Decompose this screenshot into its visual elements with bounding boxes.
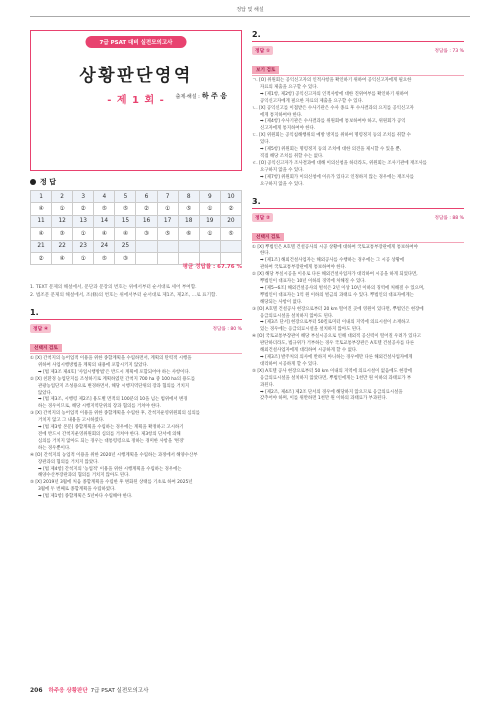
q2-rate: 정답률 : 73 % xyxy=(434,49,464,54)
author-name: 하 주 응 xyxy=(201,92,227,100)
explanation-line: 거치지 않고 그 내용을 고시하였다. xyxy=(38,418,105,424)
q3-section-label: 선택지 검토 xyxy=(252,233,284,241)
question-number-cell: 13 xyxy=(73,215,94,227)
notes xyxy=(30,284,242,299)
answer-cell: ④ xyxy=(31,228,52,240)
answer-cell: ① xyxy=(199,203,220,215)
answer-cell: ① xyxy=(199,228,220,240)
explanation-line: 장관과의 협의를 거치지 않았다. xyxy=(38,459,99,465)
question-number-cell: 3 xyxy=(73,191,94,203)
question-number-cell: 5 xyxy=(115,191,136,203)
question-number-cell: 19 xyxy=(199,215,220,227)
q2-explanation xyxy=(252,78,464,189)
explanation-line: 있다. xyxy=(260,140,270,146)
explanation-line: 관광농업단지 조성용으로 변경하면서, 해당 시행지역단위의 장과 협의를 거치지 xyxy=(38,383,190,389)
explanation-line: 자료의 제출을 요구할 수 있다. xyxy=(260,84,318,90)
q3-rule xyxy=(252,208,464,209)
half-circle-icon xyxy=(30,179,36,185)
answer-grid xyxy=(30,190,242,265)
explanation-line: ② [X] 해당 부실시공을 이유로 다른 해외건설사업자가 대리하여 시공을 하게 되었다면, xyxy=(252,272,418,278)
q3-number: 3. xyxy=(252,196,261,206)
explanation-reference: ➡ [제1항, 제2항] 공익신고자의 인적사항에 대한 진위여부를 확인하기 위하여 xyxy=(260,91,409,97)
question-number-cell: 16 xyxy=(136,215,157,227)
question-number-cell: 21 xyxy=(31,240,52,252)
explanation-line: 관하여 국토교통부장관에게 통보하여야 한다. xyxy=(260,265,347,271)
author-label: 출제·해설 : xyxy=(175,94,200,100)
explanation-line: 위하여 사업시행방법을 계획의 내용에 포함시키지 않았다. xyxy=(38,362,149,368)
exam-label: 7급 PSAT 대비 실전모의고사 xyxy=(86,36,187,48)
page-number: 206 xyxy=(30,687,43,694)
question-number-cell xyxy=(220,240,241,252)
explanation-line: 하는 경우이므로, 해당 시행지역단위의 장과 협의를 거쳐야 한다. xyxy=(38,404,161,410)
explanation-line: ③ [X] 간척지의 농어업적 이용을 위한 종합계획을 수립한 후, 간척지운영위원회의 심의를 xyxy=(30,411,200,417)
question-number-cell: 6 xyxy=(136,191,157,203)
q3-answer: 정답 ② xyxy=(252,213,273,222)
q1-rate: 정답률 : 80 % xyxy=(212,327,242,332)
explanation-line: 요구하지 않을 수 있다. xyxy=(260,167,304,173)
answer-cell: ⑥ xyxy=(178,228,199,240)
explanation-line: ⑤ [X] A호텔 공사 현장으로부터 50 km 이내의 지역에 의료시설이 없음에도 현장에 xyxy=(252,368,412,374)
explanation-line: 판단하더라도, 법규위가 거부하는 경우 국토교통부장관은 A호텔 건설공사를 다른 xyxy=(260,341,415,347)
explanation-line: ② [X] 친환경 농업단지를 조성하기로 계획하였던 간척지 700 ha 중 100 ha의 용도를 xyxy=(30,376,196,382)
question-number-cell: 24 xyxy=(94,240,115,252)
explanation-line: 에게 통지하여야 한다. xyxy=(260,112,303,118)
q3-section-rule xyxy=(252,242,464,243)
explanation-line: ④ [O] 간척지의 농업적 이용을 위한 2020년 시행계획을 수립하는 과정에서 해양수산부 xyxy=(30,452,198,458)
explanation-line: 직접 해당 조치를 취할 수는 없다. xyxy=(260,153,324,159)
explanation-reference: ➡ [법 제1항] 종합계획은 5년마다 수립해야 한다. xyxy=(38,494,133,500)
q1-section-rule xyxy=(30,353,242,354)
answer-row xyxy=(31,228,242,240)
q2-section-rule xyxy=(252,75,464,76)
explanation-reference: ➡ [제4항] 수사기관은 수사결과를 위원회에 통보하여야 하고, 위원회가 공익 xyxy=(260,119,406,125)
average-rate: 평균 정답률 : 67.76 % xyxy=(182,264,242,270)
q1-answer: 정답 ④ xyxy=(30,324,51,333)
answer-cell: ③ xyxy=(115,252,136,264)
left-column xyxy=(30,30,242,500)
explanation-line: ① [X] 간척지의 농어업적 이용을 위한 종합계획을 수립하면서, 계획의 탄력적 시행을 xyxy=(30,356,192,361)
question-number-cell: 15 xyxy=(115,215,136,227)
explanation-line: 해외건설사업자에게 대리하여 시공하게 할 수 없다. xyxy=(260,348,358,354)
answer-cell: ② xyxy=(220,203,241,215)
explanation-line: 전에 반드시 간척지운영위원회의 심의를 거쳐야 한다. 제3항의 단서에 의해 xyxy=(38,431,181,437)
question-number-row xyxy=(31,240,242,252)
question-number-cell: 20 xyxy=(220,215,241,227)
explanation-line: 응급의료시설을 설치하지 않았다면, 뿌법인에게는 1천만 원 이하의 과태료가 부 xyxy=(260,375,412,381)
round-label: - 제 1 회 - xyxy=(107,95,165,106)
explanation-line: 요구하지 않을 수 있다. xyxy=(260,181,304,187)
explanation-line: ③ [O] A호텔 건설공사 현장으로부터 20 km 떨어진 곳에 영원이 있다면, 뿌법인은 현장에 xyxy=(252,306,424,312)
q1-section-label: 선택지 검토 xyxy=(30,344,62,352)
explanation-reference: ➡ [제5항] 위원회는 명령정지 등의 조치에 대한 의견을 제시할 수 있을 뿐, xyxy=(260,147,402,153)
answer-cell: ② xyxy=(73,203,94,215)
explanation-line: 공익신고자에게 필요한 자료의 제출을 요구할 수 있다. xyxy=(260,98,364,104)
explanation-line: 해양수산부장관과의 협의를 거치지 않아도 된다. xyxy=(38,473,130,479)
explanation-line: 응급의료시설을 설치하지 않아도 된다. xyxy=(260,313,334,319)
answer-cell xyxy=(157,252,178,264)
question-number-cell: 25 xyxy=(115,240,136,252)
explanation-reference: ➡ [제3조 단서] 현장으로부터 50킬로미터 이내의 지역에 의료시설이 소재하고 xyxy=(260,320,410,326)
q2-block xyxy=(252,30,464,189)
question-number-cell: 4 xyxy=(94,191,115,203)
answer-cell: ⑤ xyxy=(115,203,136,215)
question-number-cell: 2 xyxy=(52,191,73,203)
answer-cell: ⑤ xyxy=(94,203,115,215)
answer-cell: ③ xyxy=(136,228,157,240)
q2-rule xyxy=(252,41,464,42)
question-number-cell xyxy=(178,240,199,252)
q1-block xyxy=(30,308,242,501)
question-number-cell: 8 xyxy=(178,191,199,203)
explanation-line: 3월에 두 번째로 종합계획을 수립하였다. xyxy=(38,487,116,493)
question-number-row xyxy=(31,215,242,227)
answer-cell: ② xyxy=(136,203,157,215)
explanation-line: 한다. xyxy=(260,251,270,257)
answer-cell: ④ xyxy=(94,228,115,240)
explanation-reference: ➡ [제3조] 발주처의 의사에 반하지 아니하는 경우에만 다른 해외건설사업자에게 xyxy=(260,355,413,360)
explanation-line: 갖추어야 하며, 이를 위반하면 1천만 원 이하의 과태료가 부과된다. xyxy=(260,396,388,402)
explanation-reference: ➡ [제7항] 위원회가 이의신청에 이유가 있다고 인정하지 않는 경우에는 재조사를 xyxy=(260,174,414,180)
question-number-cell: 9 xyxy=(199,191,220,203)
book-title: 하주응 상황판단 xyxy=(48,688,88,694)
book-subtitle: 7급 PSAT 실전모의고사 xyxy=(90,688,149,694)
explanation-reference: ➡ [제2조, 제4조] 제2조 단서의 경우에 해당하지 않으므로 응급의료시설을 xyxy=(260,389,403,395)
explanation-line: ㄷ. [X] 위원회는 공익침해행위의 예방 방지를 위하여 명령정지 등의 조치를 취할 수 xyxy=(252,133,411,139)
question-number-cell: 18 xyxy=(178,215,199,227)
answers-heading: 정 답 xyxy=(30,177,56,187)
question-number-cell: 10 xyxy=(220,191,241,203)
answer-cell: ⑤ xyxy=(178,203,199,215)
question-number-cell: 11 xyxy=(31,215,52,227)
explanation-line: 있는 경우에는 응급의료시설을 설치하지 않아도 된다. xyxy=(260,327,362,333)
explanation-reference: ➡ [제5~6조] 해외건설공사의 벌칙은 2년 이상 10년 이하의 징역에 처해질 수 있으며, xyxy=(260,285,425,291)
running-header: 정답 및 해설 xyxy=(236,7,264,13)
header-rule xyxy=(30,16,470,17)
explanation-reference: ➡ [법 제4항] 간척지의 '농업적' 이용을 위한 시행계획을 수립하는 경우에는 xyxy=(38,466,182,472)
explanation-reference: ➡ [법 제3조 제4호] '사업시행방법'은 반드시 계획에 포함되어야 하는 사항이다. xyxy=(38,369,191,375)
explanation-line: 해당되는 사항이 없다. xyxy=(260,299,303,305)
footer xyxy=(30,686,148,694)
explanation-reference: ➡ [법 제3조, 시행령 제2조] 용도별 면적의 100분의 10을 넘는 범위에서 변경 xyxy=(38,397,188,403)
question-number-cell: 17 xyxy=(157,215,178,227)
question-number-cell: 23 xyxy=(73,240,94,252)
answer-cell: ⑤ xyxy=(220,228,241,240)
explanation-line: ㄹ. [O] 공익신고자가 조사결과에 대해 이의신청을 하더라도, 위원회는 조사기관에 재조사를 xyxy=(252,160,427,166)
question-number-cell: 14 xyxy=(94,215,115,227)
q1-number: 1. xyxy=(30,308,39,317)
q3-rate: 정답률 : 88 % xyxy=(434,215,464,221)
answer-cell: ② xyxy=(31,252,52,264)
answer-cell: ① xyxy=(52,203,73,215)
answer-row xyxy=(31,203,242,215)
q2-answer: 정답 ① xyxy=(252,46,273,55)
explanation-line: ① [X] 뿌법인은 A호텔 건설공사의 시공 상황에 대하여 국토교통부장관에게 통보하여야 xyxy=(252,244,418,250)
author xyxy=(176,91,227,101)
answer-cell: ④ xyxy=(52,252,73,264)
answer-cell: ④ xyxy=(31,203,52,215)
q2-section-label: 보기 검토 xyxy=(252,66,279,74)
explanation-line: 뿌법인이 대표자는 1억 원 이하의 벌금의 과태료 수 있다. 뿌법인의 대표자에게는 xyxy=(260,292,414,298)
explanation-line: ㄱ. [O] 위원회는 공익신고자의 인적사항을 확인하기 위하여 공익신고자에게 필요한 xyxy=(252,78,412,83)
question-number-cell: 22 xyxy=(52,240,73,252)
explanation-line: 하는 경우뿐이다. xyxy=(38,445,71,451)
q1-rule xyxy=(30,319,242,320)
answer-cell: ① xyxy=(73,252,94,264)
explanation-line: ④ [O] 국토교통부장관이 해당 부실시공으로 인해 대외적 공신력이 떨어질 우려가 있다고 xyxy=(252,334,421,340)
question-number-row xyxy=(31,191,242,203)
explanation-line: 뿌법인이 대표자는 10년 이하의 징역에 처해질 수 있다. xyxy=(260,279,366,285)
answer-cell: ③ xyxy=(52,228,73,240)
answer-cell: ⑤ xyxy=(157,228,178,240)
question-number-cell: 12 xyxy=(52,215,73,227)
answer-cell: ⑤ xyxy=(94,252,115,264)
question-number-cell xyxy=(199,240,220,252)
question-number-cell: 7 xyxy=(157,191,178,203)
explanation-reference: ➡ [제1조] 해외건설사업자는 해외공사를 수행하는 경우에는 그 시공 상황에 xyxy=(260,258,405,264)
q2-number: 2. xyxy=(252,30,261,39)
section-title: 상황판단영역 xyxy=(79,66,193,86)
explanation-line: ⑤ [X] 2019년 3월에 처음 종합계획을 수립한 후 변화된 상태를 기초로 하여 2025년 xyxy=(30,480,193,486)
question-number-cell xyxy=(157,240,178,252)
q3-explanation xyxy=(252,245,464,404)
explanation-reference: ➡ [법 제3항 본문] 종합계획을 수립하는 경우에는 계획을 확정하고 고시하기 xyxy=(38,425,184,431)
note-1: 1. TEXT 문제의 해설에서, 문단과 문장의 번호는 위에서부터 순서대로 세어 부여함. xyxy=(30,285,197,290)
answer-cell: ④ xyxy=(115,228,136,240)
explanation-line: 심의를 거치지 않아도 되는 경우는 대통령령으로 정하는 경미한 사항을 '변경' xyxy=(38,438,185,444)
explanation-line: 대리하여 시공하게 할 수 있다. xyxy=(260,361,318,367)
explanation-line: 신고자에게 통지하여야 한다. xyxy=(260,126,316,132)
question-number-cell xyxy=(136,240,157,252)
q3-block xyxy=(252,197,464,404)
question-number-cell: 1 xyxy=(31,191,52,203)
note-2: 2. 법조문 문제의 해설에서, 조(條)의 번호는 위에서부터 순서대로 제1조, 제2조, …로 표기함. xyxy=(30,292,217,298)
title-box xyxy=(30,31,242,171)
q1-explanation xyxy=(30,356,242,501)
right-column xyxy=(252,30,464,403)
explanation-line: 과된다. xyxy=(260,382,275,388)
explanation-line: ㄴ. [X] 공익신고를 이첩받은 수사기관은 수사 종료 후 수사결과의 요지를 공익신고자 xyxy=(252,105,414,111)
explanation-line: 않았다. xyxy=(38,390,53,396)
answer-cell: ① xyxy=(157,203,178,215)
answer-cell xyxy=(136,252,157,264)
answer-cell: ① xyxy=(73,228,94,240)
